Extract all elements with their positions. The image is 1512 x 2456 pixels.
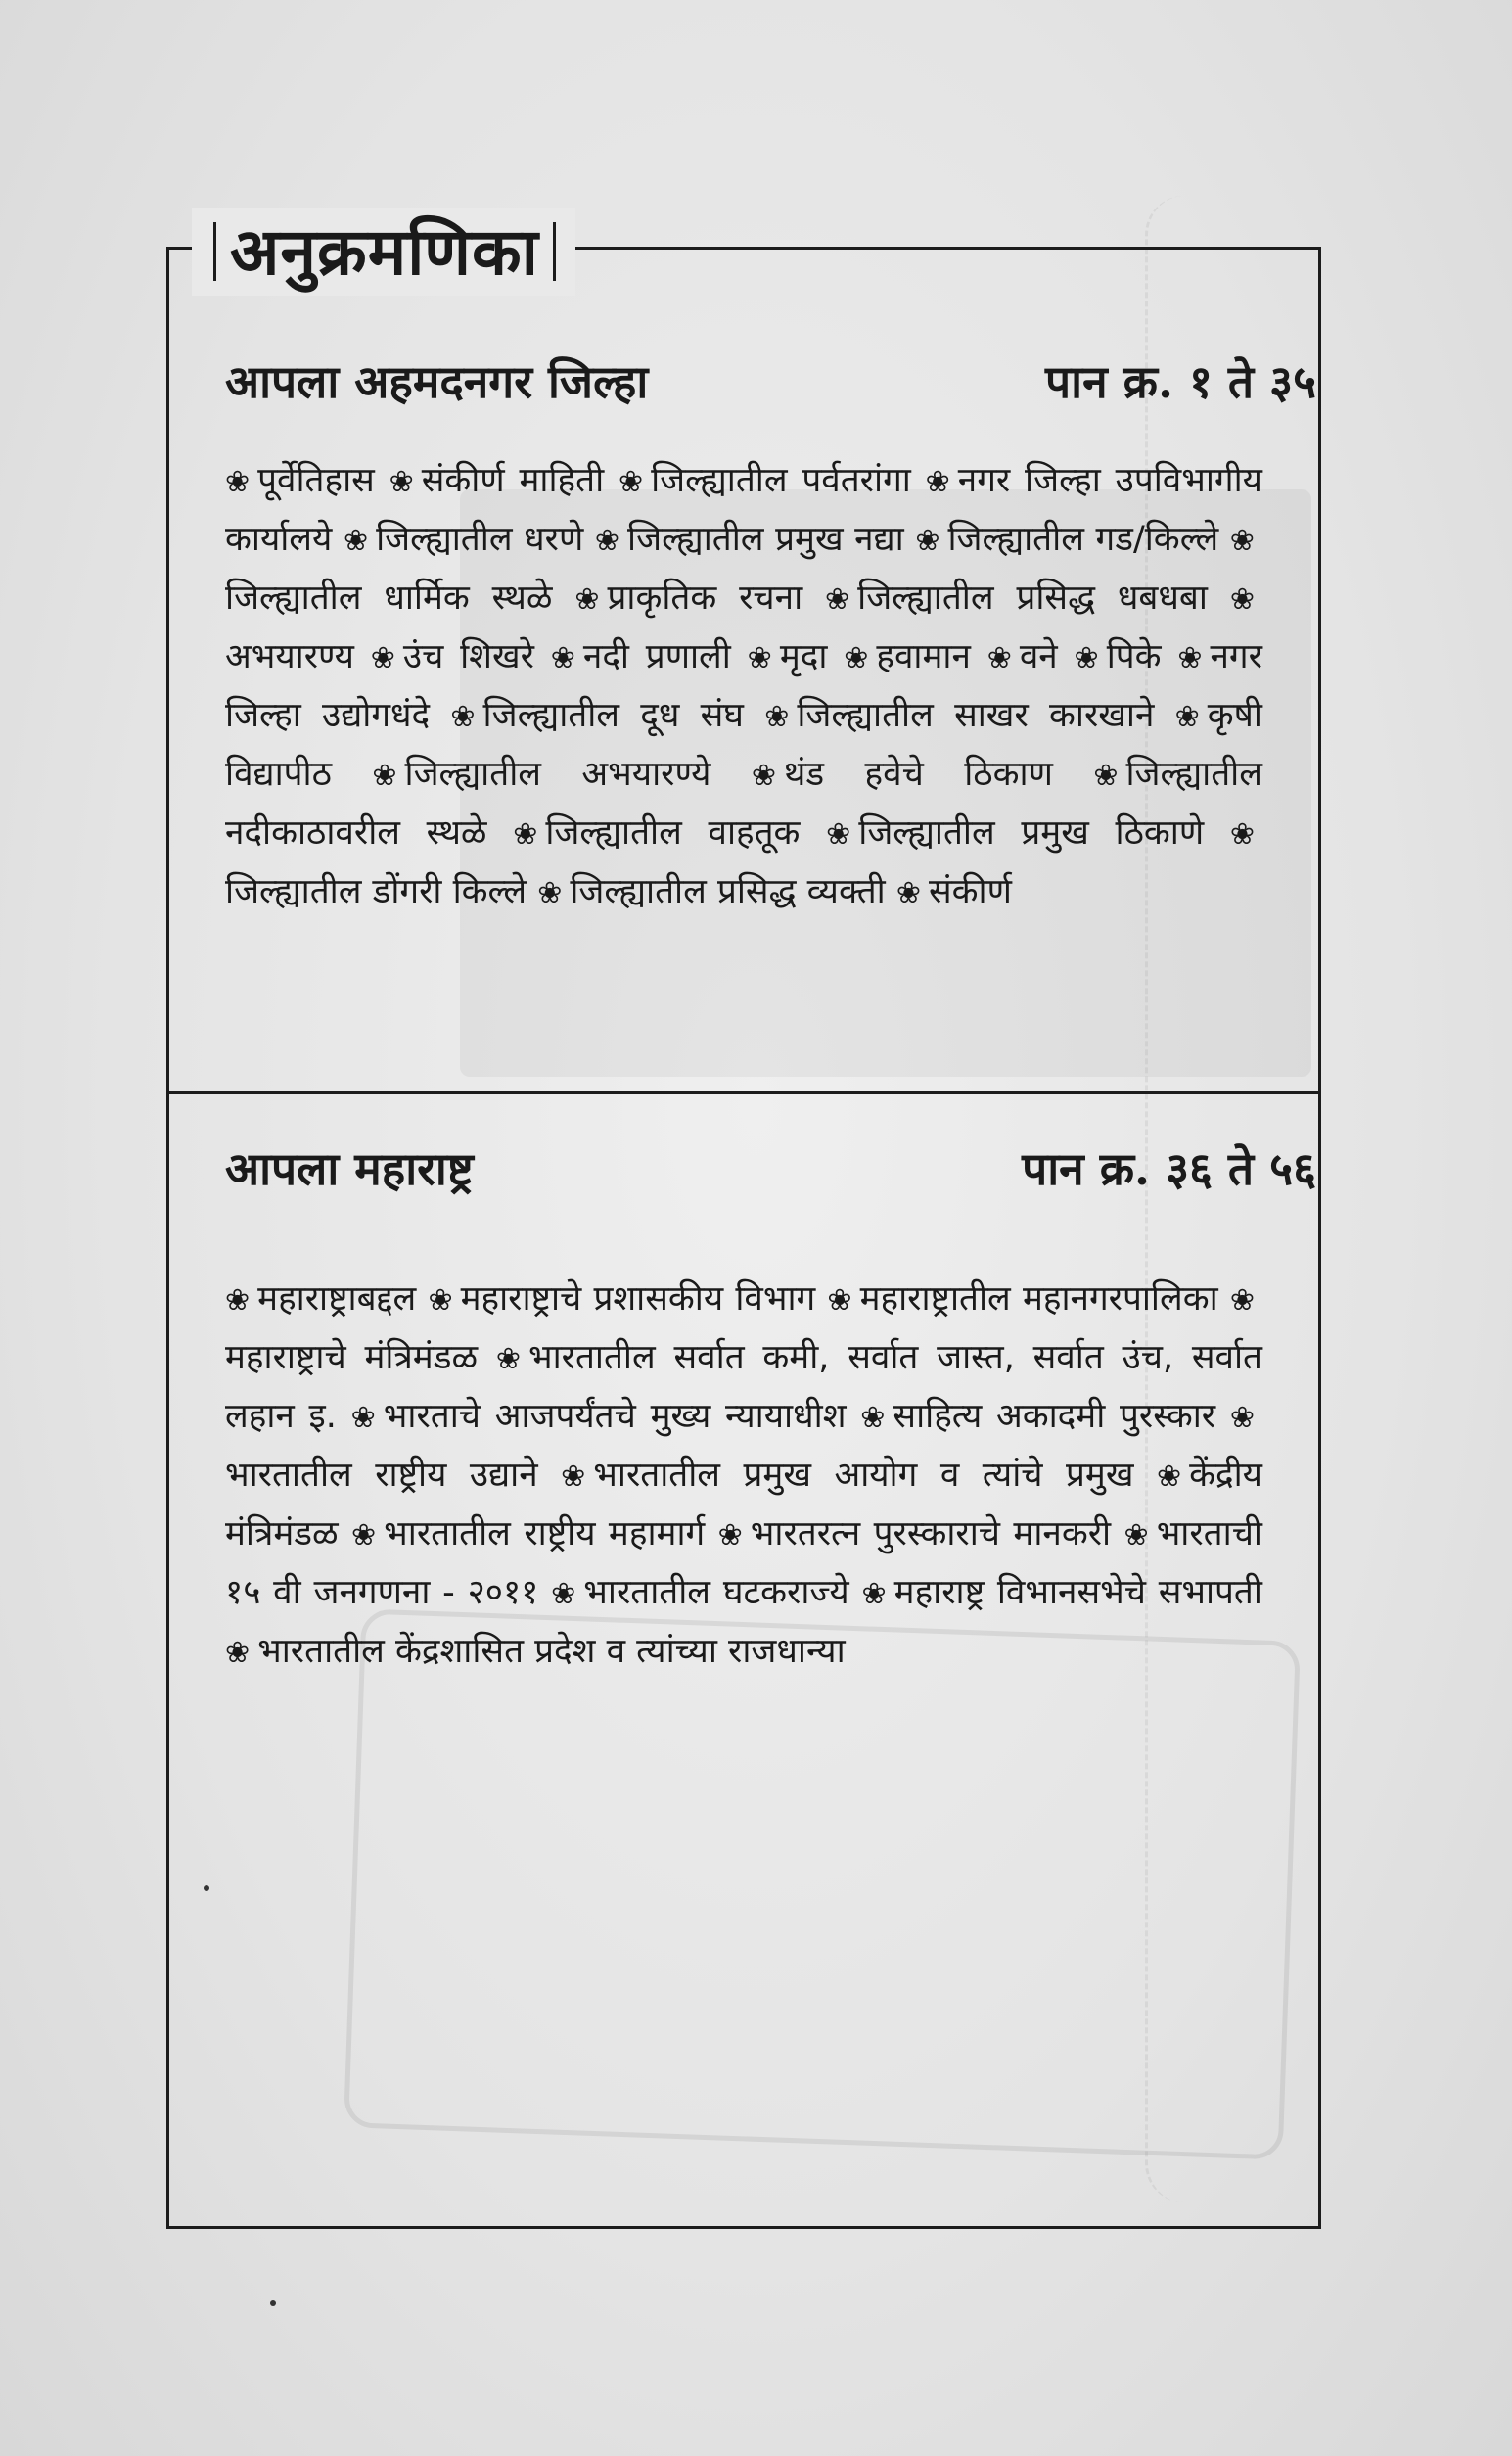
flower-bullet-icon: ❀ xyxy=(915,524,940,558)
flower-bullet-icon: ❀ xyxy=(1093,759,1119,793)
flower-bullet-icon: ❀ xyxy=(1074,641,1099,675)
topic-label: जिल्ह्यातील प्रमुख ठिकाणे xyxy=(858,813,1205,853)
section-page-range: पान क्र. ३६ ते ५६ xyxy=(1022,1142,1316,1195)
topic-item xyxy=(748,637,828,676)
print-speck xyxy=(204,1885,209,1891)
topic-item xyxy=(827,1279,1217,1319)
topic-label: भारतातील राष्ट्रीय उद्याने xyxy=(225,1456,538,1495)
print-speck xyxy=(270,2300,276,2306)
topic-label: नगर जिल्हा उद्योगधंदे xyxy=(225,637,1262,735)
topic-item xyxy=(825,579,1208,618)
topic-label: पूर्वेतिहास xyxy=(257,461,375,500)
flower-bullet-icon: ❀ xyxy=(1229,1401,1255,1435)
topic-item xyxy=(371,637,534,676)
topic-item xyxy=(561,1456,1133,1495)
topic-label: जिल्ह्यातील गड/किल्ले xyxy=(947,520,1219,559)
section-divider xyxy=(169,1091,1318,1094)
flower-bullet-icon: ❀ xyxy=(1229,524,1255,558)
topic-item xyxy=(574,579,802,618)
flower-bullet-icon: ❀ xyxy=(986,641,1012,675)
flower-bullet-icon: ❀ xyxy=(550,641,575,675)
flower-bullet-icon: ❀ xyxy=(747,641,772,675)
flower-bullet-icon: ❀ xyxy=(372,759,397,793)
flower-bullet-icon: ❀ xyxy=(495,1342,521,1376)
topic-label: भारतातील राष्ट्रीय महामार्ग xyxy=(384,1514,706,1553)
flower-bullet-icon: ❀ xyxy=(370,641,395,675)
topic-label: जिल्ह्यातील धरणे xyxy=(376,520,584,559)
topic-item xyxy=(718,1514,1111,1553)
topic-label: जिल्ह्यातील प्रमुख नद्या xyxy=(627,520,904,559)
flower-bullet-icon: ❀ xyxy=(225,1636,251,1670)
flower-bullet-icon: ❀ xyxy=(561,1460,586,1494)
topic-label: संकीर्ण माहिती xyxy=(421,461,605,500)
topic-label: जिल्ह्यातील प्रसिद्ध धबधबा xyxy=(857,579,1208,618)
topic-label: जिल्ह्यातील साखर कारखाने xyxy=(797,696,1155,735)
topic-label: भारतरत्न पुरस्काराचे मानकरी xyxy=(750,1514,1112,1553)
flower-bullet-icon: ❀ xyxy=(1123,1518,1149,1552)
topic-label: अभयारण्य xyxy=(225,637,354,676)
topic-item xyxy=(987,637,1058,676)
section-heading-maharashtra xyxy=(225,1137,1316,1198)
topic-item xyxy=(844,637,971,676)
topic-label: नगर जिल्हा उपविभागीय कार्यालये xyxy=(225,461,1262,559)
topic-label: जिल्ह्यातील अभयारण्ये xyxy=(404,755,711,794)
flower-bullet-icon: ❀ xyxy=(537,876,563,910)
topic-label: जिल्ह्यातील नदीकाठावरील स्थळे xyxy=(225,755,1262,853)
flower-bullet-icon: ❀ xyxy=(751,759,776,793)
topic-item xyxy=(826,813,1204,853)
flower-bullet-icon: ❀ xyxy=(1229,1283,1255,1318)
topic-label: भारताची १५ वी जनगणना - २०११ xyxy=(225,1514,1262,1612)
topic-label: भारतातील घटकराज्ये xyxy=(583,1573,849,1612)
topic-label: वने xyxy=(1019,637,1058,676)
flower-bullet-icon: ❀ xyxy=(351,1518,377,1552)
section-title: आपला अहमदनगर जिल्हा xyxy=(225,355,649,408)
topic-label: नदी प्रणाली xyxy=(582,637,731,676)
topic-label: थंड हवेचे ठिकाण xyxy=(783,755,1053,794)
topic-label: जिल्ह्यातील वाहतूक xyxy=(545,813,801,853)
flower-bullet-icon: ❀ xyxy=(1174,700,1200,734)
topic-item xyxy=(1075,637,1162,676)
title-right-rule xyxy=(553,222,556,281)
flower-bullet-icon: ❀ xyxy=(1157,1460,1182,1494)
flower-bullet-icon: ❀ xyxy=(389,465,414,499)
section-topics-district xyxy=(225,452,1262,922)
flower-bullet-icon: ❀ xyxy=(860,1401,886,1435)
flower-bullet-icon: ❀ xyxy=(343,524,369,558)
section-page-range: पान क्र. १ ते ३५ xyxy=(1045,355,1316,408)
section-topics-maharashtra xyxy=(225,1271,1262,1682)
topic-label: जिल्ह्यातील दूध संघ xyxy=(482,696,744,735)
flower-bullet-icon: ❀ xyxy=(826,817,851,852)
topic-label: प्राकृतिक रचना xyxy=(607,579,803,618)
topic-item xyxy=(860,1397,1215,1436)
flower-bullet-icon: ❀ xyxy=(428,1283,453,1318)
topic-item xyxy=(551,637,731,676)
flower-bullet-icon: ❀ xyxy=(844,641,869,675)
topic-item xyxy=(537,872,886,911)
flower-bullet-icon: ❀ xyxy=(513,817,538,852)
flower-bullet-icon: ❀ xyxy=(764,700,790,734)
flower-bullet-icon: ❀ xyxy=(827,1283,852,1318)
topic-item xyxy=(351,1514,705,1553)
topic-item xyxy=(764,696,1154,735)
flower-bullet-icon: ❀ xyxy=(225,1283,251,1318)
topic-item xyxy=(225,461,375,500)
topic-item xyxy=(450,696,744,735)
topic-item xyxy=(351,1397,847,1436)
flower-bullet-icon: ❀ xyxy=(895,876,922,910)
topic-label: जिल्ह्यातील धार्मिक स्थळे xyxy=(225,579,553,618)
topic-label: महाराष्ट्रातील महानगरपालिका xyxy=(859,1279,1218,1319)
flower-bullet-icon: ❀ xyxy=(1229,582,1255,617)
title-left-rule xyxy=(213,222,216,281)
topic-label: भारतातील केंद्रशासित प्रदेश व त्यांच्या राजधान्या xyxy=(257,1632,846,1671)
flower-bullet-icon: ❀ xyxy=(350,1401,376,1435)
flower-bullet-icon: ❀ xyxy=(574,582,600,617)
topic-label: भारताचे आजपर्यंतचे मुख्य न्यायाधीश xyxy=(383,1397,847,1436)
topic-label: केंद्रीय मंत्रिमंडळ xyxy=(225,1456,1262,1553)
topic-label: जिल्ह्यातील डोंगरी किल्ले xyxy=(225,872,527,911)
topic-label: हवामान xyxy=(876,637,971,676)
flower-bullet-icon: ❀ xyxy=(225,465,251,499)
flower-bullet-icon: ❀ xyxy=(551,1577,576,1611)
flower-bullet-icon: ❀ xyxy=(717,1518,743,1552)
section-heading-district xyxy=(225,350,1316,411)
topic-label: पिके xyxy=(1106,637,1162,676)
topic-item xyxy=(752,755,1053,794)
flower-bullet-icon: ❀ xyxy=(450,700,476,734)
topic-item xyxy=(344,520,583,559)
flower-bullet-icon: ❀ xyxy=(1177,641,1203,675)
topic-item xyxy=(619,461,911,500)
topic-item xyxy=(915,520,1218,559)
topic-label: संकीर्ण xyxy=(929,872,1012,911)
topic-item xyxy=(428,1279,815,1319)
topic-label: महाराष्ट्राबद्दल xyxy=(257,1279,417,1319)
topic-item xyxy=(372,755,710,794)
topic-item xyxy=(389,461,605,500)
topic-label: जिल्ह्यातील प्रसिद्ध व्यक्ती xyxy=(570,872,886,911)
flower-bullet-icon: ❀ xyxy=(1229,817,1255,852)
flower-bullet-icon: ❀ xyxy=(594,524,620,558)
topic-label: महाराष्ट्राचे प्रशासकीय विभाग xyxy=(460,1279,816,1319)
topic-label: महाराष्ट्र विभानसभेचे सभापती xyxy=(893,1573,1262,1612)
topic-item xyxy=(513,813,800,853)
section-title: आपला महाराष्ट्र xyxy=(225,1142,474,1195)
topic-label: उंच शिखरे xyxy=(402,637,534,676)
topic-item xyxy=(896,872,1012,911)
flower-bullet-icon: ❀ xyxy=(618,465,644,499)
topic-item xyxy=(551,1573,849,1612)
page-title: अनुक्रमणिका xyxy=(230,213,539,290)
topic-item xyxy=(862,1573,1262,1612)
flower-bullet-icon: ❀ xyxy=(861,1577,887,1611)
flower-bullet-icon: ❀ xyxy=(824,582,850,617)
flower-bullet-icon: ❀ xyxy=(925,465,950,499)
topic-label: भारतातील सर्वात कमी, सर्वात जास्त, सर्वात उंच, सर्वात लहान इ. xyxy=(225,1338,1262,1436)
topic-label: महाराष्ट्राचे मंत्रिमंडळ xyxy=(225,1338,479,1377)
topic-label: भारतातील प्रमुख आयोग व त्यांचे प्रमुख xyxy=(593,1456,1134,1495)
page-title-block xyxy=(192,208,575,296)
topic-label: साहित्य अकादमी पुरस्कार xyxy=(893,1397,1216,1436)
topic-label: मृदा xyxy=(779,637,828,676)
topic-item xyxy=(595,520,904,559)
topic-label: जिल्ह्यातील पर्वतरांगा xyxy=(651,461,911,500)
topic-item xyxy=(225,1632,846,1671)
topic-label: कृषी विद्यापीठ xyxy=(225,696,1262,794)
topic-item xyxy=(225,1279,416,1319)
